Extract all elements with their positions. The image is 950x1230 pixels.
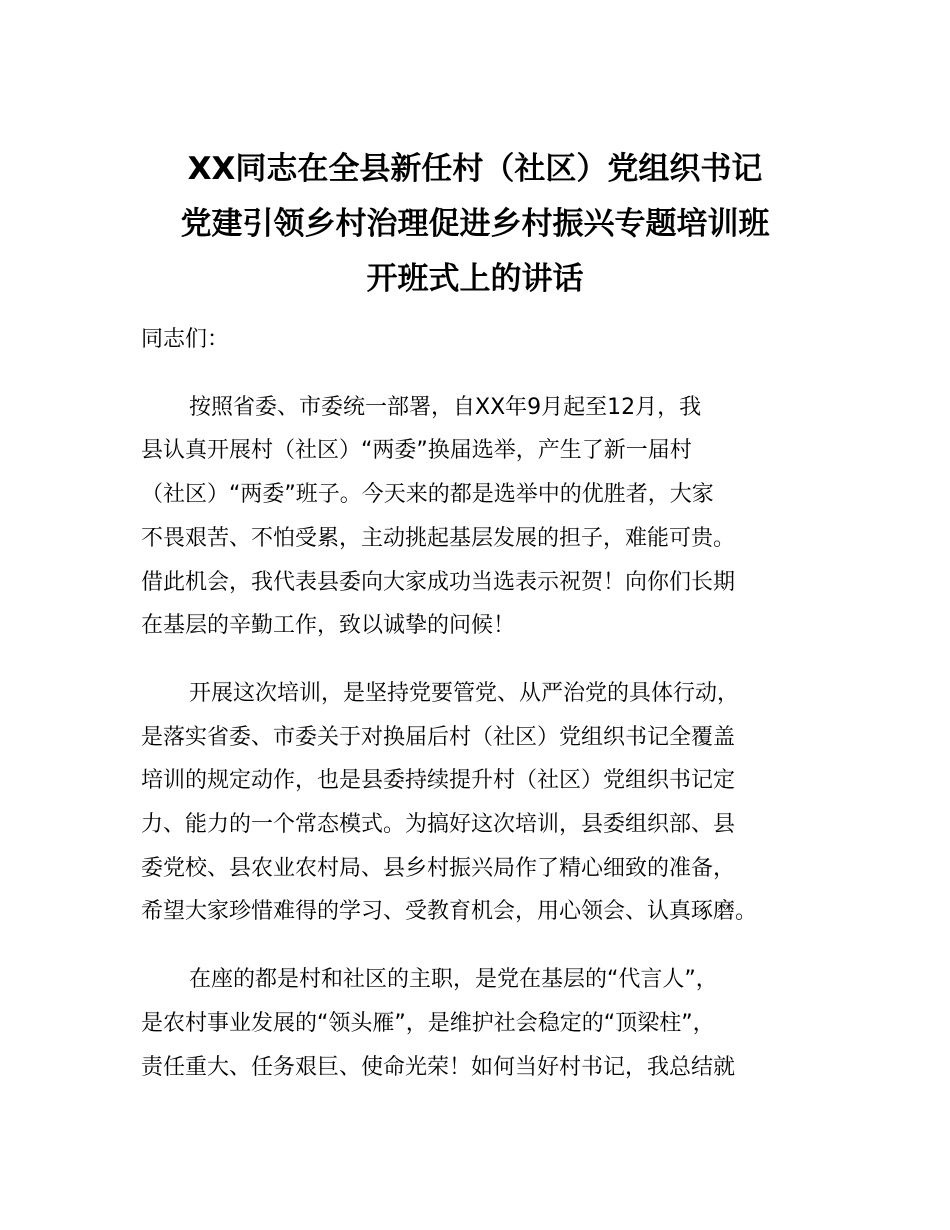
paragraph-line: 不畏艰苦、不怕受累，主动挑起基层发展的担子，难能可贵。 xyxy=(141,525,736,551)
paragraph-line: 是落实省委、市委关于对换届后村（社区）党组织书记全覆盖 xyxy=(141,724,736,750)
paragraph-line: 按照省委、市委统一部署，自XX年9月起至12月，我 xyxy=(189,394,702,420)
paragraph-line: 责任重大、任务艰巨、使命光荣！如何当好村书记，我总结就 xyxy=(141,1054,736,1080)
title-line: 党建引领乡村治理促进乡村振兴专题培训班 xyxy=(180,206,770,242)
paragraph-line: 在座的都是村和社区的主职，是党在基层的“代言人”， xyxy=(189,967,718,993)
document-body xyxy=(141,318,831,1113)
paragraph-line: 开展这次培训，是坚持党要管党、从严治党的具体行动， xyxy=(189,680,740,706)
paragraph-2 xyxy=(141,672,831,934)
paragraph-line: 在基层的辛勤工作，致以诚挚的问候！ xyxy=(141,613,516,639)
paragraph-line: 是农村事业发展的“领头雁”，是维护社会稳定的“顶梁柱”， xyxy=(141,1010,715,1036)
paragraph-line: 培训的规定动作，也是县委持续提升村（社区）党组织书记定 xyxy=(141,768,736,794)
paragraph-line: 希望大家珍惜难得的学习、受教育机会，用心领会、认真琢磨。 xyxy=(141,899,758,925)
paragraph-line: （社区）“两委”班子。今天来的都是选举中的优胜者，大家 xyxy=(141,482,714,508)
paragraph-1 xyxy=(141,386,831,648)
paragraph-line: 力、能力的一个常态模式。为搞好这次培训，县委组织部、县 xyxy=(141,812,736,838)
document-title xyxy=(100,142,850,307)
paragraph-line: 借此机会，我代表县委向大家成功当选表示祝贺！向你们长期 xyxy=(141,569,736,595)
title-line: XX同志在全县新任村（社区）党组织书记 xyxy=(187,151,763,187)
title-line: 开班式上的讲话 xyxy=(366,261,584,297)
salutation: 同志们： xyxy=(141,327,230,352)
paragraph-line: 县认真开展村（社区）“两委”换届选举，产生了新一届村 xyxy=(141,438,692,464)
paragraph-line: 委党校、县农业农村局、县乡村振兴局作了精心细致的准备， xyxy=(141,855,736,881)
paragraph-3 xyxy=(141,958,831,1089)
